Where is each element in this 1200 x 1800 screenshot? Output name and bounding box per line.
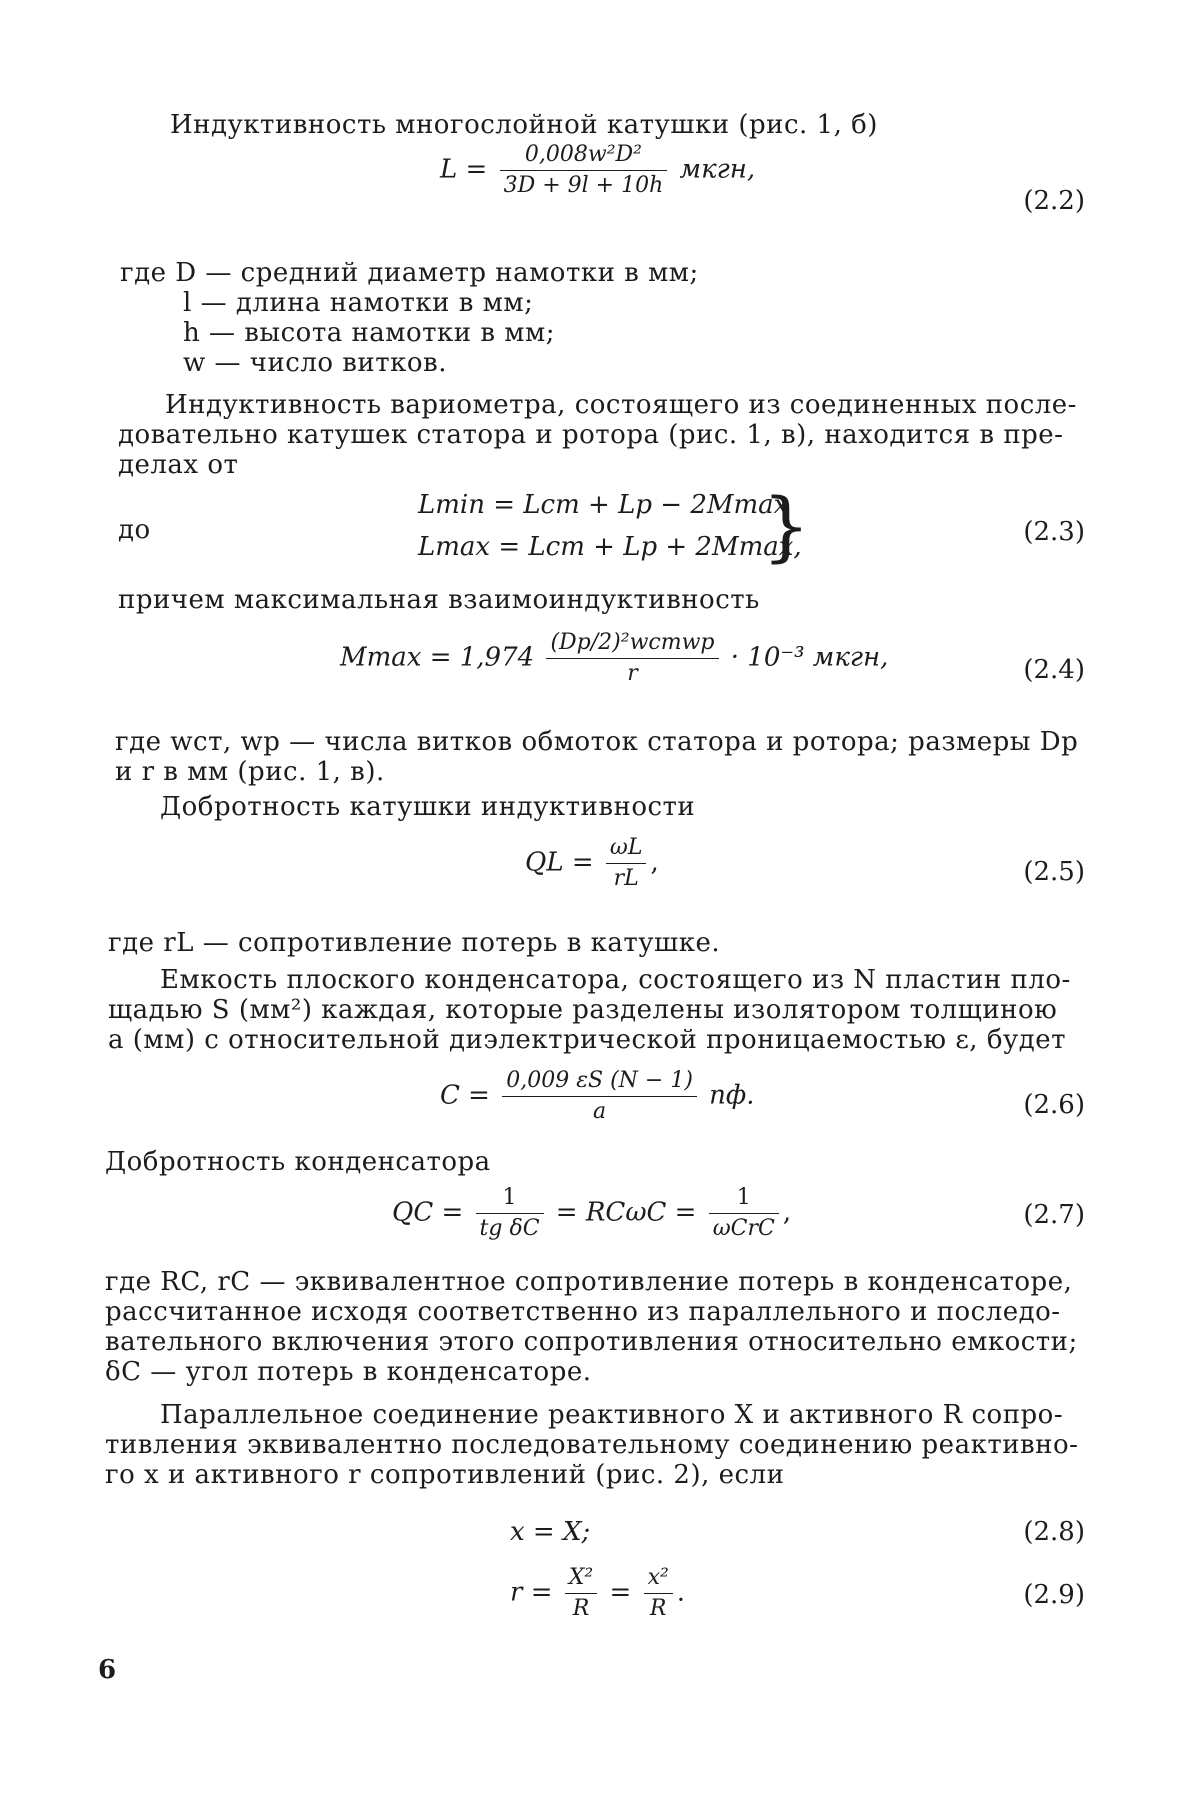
- eq27-number: (2.7): [1023, 1200, 1085, 1230]
- defs24-line-1: где wст, wр — числа витков обмоток статора и ротора; размеры Dр: [115, 727, 1079, 757]
- page-number: 6: [98, 1655, 117, 1685]
- def22-h: h — высота намотки в мм;: [183, 318, 556, 348]
- eq27-fraction-1: [476, 1185, 544, 1242]
- eq29-numerator-2: x²: [644, 1565, 673, 1594]
- eq27-fraction-2: [709, 1185, 779, 1242]
- eq24-numerator: (Dр/2)²wстwр: [546, 630, 718, 659]
- equation-2-5: [525, 835, 659, 892]
- equation-2-6: [440, 1068, 755, 1125]
- eq29-denominator-2: R: [649, 1596, 667, 1621]
- to-word: до: [118, 515, 151, 545]
- equation-2-7: [392, 1185, 791, 1242]
- intro-multilayer: Индуктивность многослойной катушки (рис. 1, б): [170, 110, 878, 140]
- eq26-unit: пф.: [709, 1080, 755, 1111]
- equation-2-9: [510, 1565, 685, 1622]
- eq22-fraction: [500, 142, 668, 199]
- def22-w: w — число витков.: [183, 348, 447, 378]
- eq24-number: (2.4): [1023, 655, 1085, 685]
- variometer-line-3: делах от: [118, 450, 239, 480]
- eq22-unit: мкгн,: [679, 154, 756, 185]
- eq24-fraction: [546, 630, 718, 687]
- eq27-denominator-1: tg δC: [479, 1216, 540, 1241]
- variometer-line-2: довательно катушек статора и ротора (рис. 1, в), находится в пре-: [118, 420, 1064, 450]
- eq23-line-1: Lmin = Lст + Lр − 2Mmax: [418, 490, 789, 520]
- eq27-middle: = RCωC =: [555, 1197, 697, 1228]
- defs27-line-1: где RC, rC — эквивалентное сопротивление потерь в конденсаторе,: [105, 1267, 1073, 1297]
- eq22-numerator: 0,008w²D²: [500, 142, 668, 171]
- eq26-lhs: C =: [440, 1080, 490, 1111]
- eq24-denominator: r: [627, 661, 638, 686]
- def22-l: l — длина намотки в мм;: [183, 288, 534, 318]
- eq24-tail: · 10⁻³ мкгн,: [730, 642, 889, 673]
- eq26-fraction: [502, 1068, 697, 1125]
- eq25-tail: ,: [650, 847, 659, 878]
- eq22-denominator: 3D + 9l + 10h: [503, 173, 664, 198]
- eq23-brace: }: [762, 481, 811, 570]
- eq25-lhs: QL =: [525, 847, 594, 878]
- capacitor-line-2: щадью S (мм²) каждая, которые разделены изолятором толщиною: [108, 995, 1058, 1025]
- eq27-tail: ,: [782, 1197, 792, 1228]
- parallel-line-1: Параллельное соединение реактивного X и активного R сопро-: [160, 1400, 1064, 1430]
- eq29-fraction-1: [565, 1565, 597, 1622]
- defs27-line-4: δC — угол потерь в конденсаторе.: [105, 1357, 592, 1387]
- eq22-number: (2.2): [1023, 186, 1085, 216]
- eq29-middle: =: [609, 1577, 632, 1608]
- parallel-line-2: тивления эквивалентно последовательному соединению реактивно-: [105, 1430, 1079, 1460]
- eq27-numerator-1: 1: [476, 1185, 544, 1214]
- variometer-line-1: Индуктивность вариометра, состоящего из соединенных после-: [165, 390, 1077, 420]
- parallel-line-3: го x и активного r сопротивлений (рис. 2), если: [105, 1460, 785, 1490]
- qc-intro: Добротность конденсатора: [105, 1147, 491, 1177]
- eq25-numerator: ωL: [606, 835, 647, 864]
- eq29-number: (2.9): [1023, 1580, 1085, 1610]
- equation-2-8: x = X;: [510, 1517, 591, 1547]
- eq29-numerator-1: X²: [565, 1565, 597, 1594]
- eq29-tail: .: [676, 1577, 686, 1608]
- eq29-fraction-2: [644, 1565, 673, 1622]
- mutual-intro: причем максимальная взаимоиндуктивность: [118, 585, 760, 615]
- eq24-lhs: Mmax = 1,974: [340, 642, 535, 673]
- eq25-denominator: rL: [613, 866, 639, 891]
- eq26-numerator: 0,009 εS (N − 1): [502, 1068, 697, 1097]
- eq26-number: (2.6): [1023, 1090, 1085, 1120]
- defs25: где rL — сопротивление потерь в катушке.: [108, 928, 721, 958]
- eq25-number: (2.5): [1023, 857, 1085, 887]
- eq27-lhs: QC =: [392, 1197, 464, 1228]
- eq22-lhs: L: [440, 154, 458, 185]
- capacitor-line-3: a (мм) с относительной диэлектрической проницаемостью ε, будет: [108, 1025, 1067, 1055]
- capacitor-line-1: Емкость плоского конденсатора, состоящего из N пластин пло-: [160, 965, 1071, 995]
- eq27-numerator-2: 1: [709, 1185, 779, 1214]
- equation-2-2: L = $\frac{\text{0,008w²D²}}{3D + 9l + 10h}$ мкгн,: [440, 142, 756, 198]
- eq25-fraction: [606, 835, 647, 892]
- def22-D: где D — средний диаметр намотки в мм;: [120, 258, 699, 288]
- eq26-denominator: a: [593, 1099, 607, 1124]
- defs24-line-2: и r в мм (рис. 1, в).: [115, 757, 385, 787]
- q-coil-intro: Добротность катушки индуктивности: [160, 792, 696, 822]
- defs27-line-3: вательного включения этого сопротивления относительно емкости;: [105, 1327, 1078, 1357]
- eq29-denominator-1: R: [572, 1596, 590, 1621]
- eq23-number: (2.3): [1023, 517, 1085, 547]
- eq29-lhs: r =: [510, 1577, 553, 1608]
- eq27-denominator-2: ωCrC: [712, 1216, 775, 1241]
- eq28-number: (2.8): [1023, 1517, 1085, 1547]
- equation-2-4: [340, 630, 888, 687]
- eq23-line-2: Lmax = Lст + Lр + 2Mmax,: [418, 532, 802, 562]
- defs27-line-2: рассчитанное исходя соответственно из параллельного и последо-: [105, 1297, 1061, 1327]
